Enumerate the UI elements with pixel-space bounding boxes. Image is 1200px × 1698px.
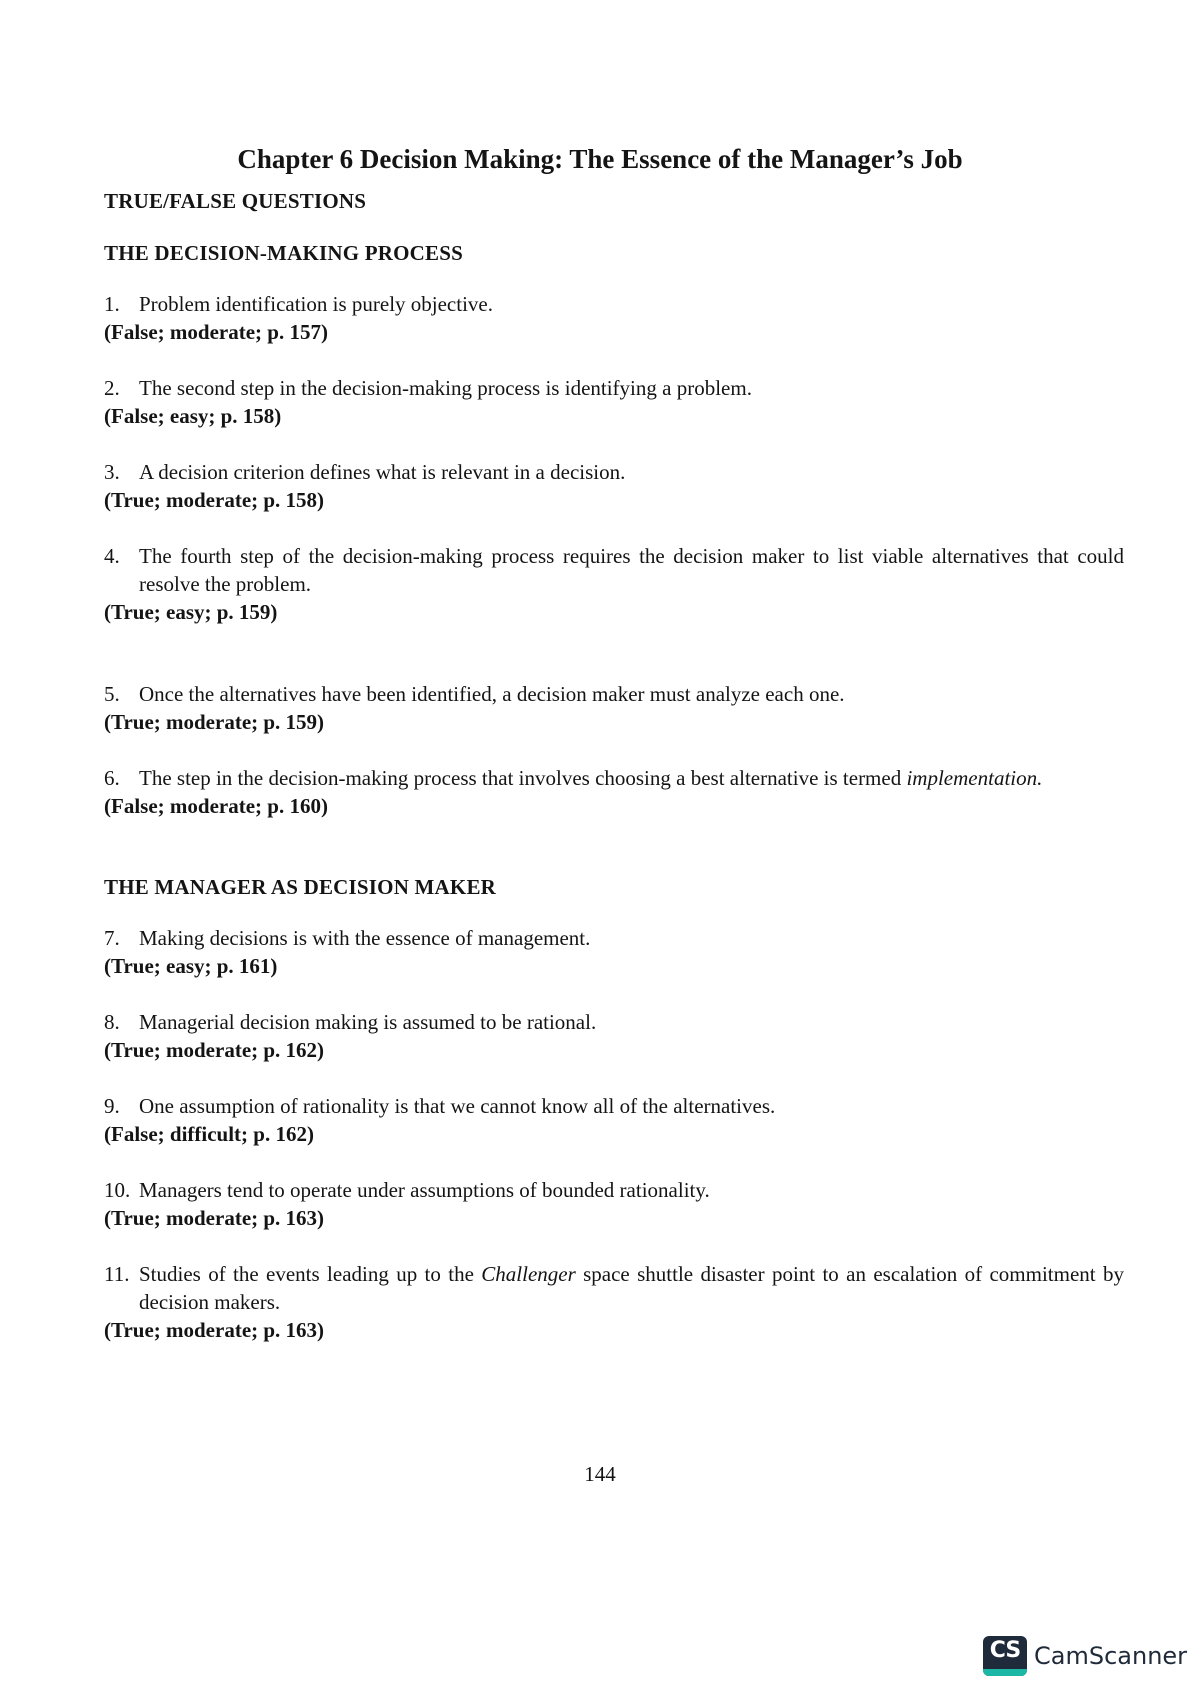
question-answer: (True; moderate; p. 162) [104, 1038, 325, 1062]
italic-term: Challenger [481, 1262, 576, 1286]
question-1 [104, 290, 1124, 346]
question-number: 11. [104, 1262, 130, 1286]
question-10 [104, 1176, 1124, 1232]
question-5 [104, 680, 1124, 736]
question-text: 8. Managerial decision making is assumed to be rational. [104, 1010, 597, 1034]
section-heading-true-false: TRUE/FALSE QUESTIONS [104, 189, 367, 213]
question-7 [104, 924, 1124, 980]
question-number: 2. [104, 376, 120, 400]
question-text: 7. Making decisions is with the essence of management. [104, 926, 591, 950]
question-text: 5. Once the alternatives have been identified, a decision maker must analyze each one. [104, 682, 845, 706]
camscanner-watermark [983, 1636, 1187, 1676]
question-text: 9. One assumption of rationality is that we cannot know all of the alternatives. [104, 1094, 776, 1118]
question-answer: (True; easy; p. 159) [104, 600, 278, 624]
question-text: 6. The step in the decision-making process that involves choosing a best alternative is termed implementation. [104, 766, 1043, 790]
question-text: 10. Managers tend to operate under assumptions of bounded rationality. [104, 1178, 710, 1202]
question-answer: (False; easy; p. 158) [104, 404, 282, 428]
question-9 [104, 1092, 1124, 1148]
question-answer: (True; easy; p. 161) [104, 954, 278, 978]
question-answer: (False; difficult; p. 162) [104, 1122, 314, 1146]
question-number: 3. [104, 460, 120, 484]
question-number: 10. [104, 1178, 131, 1202]
question-number: 6. [104, 766, 120, 790]
question-answer: (False; moderate; p. 160) [104, 794, 328, 818]
question-text: 4. The fourth step of the decision-making process requires the decision maker to list viable alternatives that could resolve the problem. [104, 544, 1124, 596]
camscanner-logo-icon: CS [983, 1636, 1027, 1676]
question-text: 3. A decision criterion defines what is relevant in a decision. [104, 460, 626, 484]
section-heading-manager: THE MANAGER AS DECISION MAKER [104, 875, 497, 899]
question-4 [104, 542, 1124, 626]
question-8 [104, 1008, 1124, 1064]
question-text: 11. Studies of the events leading up to the Challenger space shuttle disaster point to an escalation of commitment by decision makers. [104, 1262, 1124, 1314]
question-answer: (True; moderate; p. 159) [104, 710, 325, 734]
chapter-title: Chapter 6 Decision Making: The Essence of the Manager’s Job [237, 144, 963, 174]
italic-term: implementation. [906, 766, 1043, 790]
section-heading-decision-process: THE DECISION-MAKING PROCESS [104, 241, 463, 265]
question-answer: (True; moderate; p. 163) [104, 1318, 325, 1342]
question-number: 5. [104, 682, 120, 706]
question-text: 1. Problem identification is purely objective. [104, 292, 493, 316]
question-number: 9. [104, 1094, 120, 1118]
question-number: 1. [104, 292, 120, 316]
question-text: 2. The second step in the decision-making process is identifying a problem. [104, 376, 752, 400]
question-number: 4. [104, 544, 120, 568]
page-number: 144 [584, 1462, 616, 1486]
question-answer: (False; moderate; p. 157) [104, 320, 328, 344]
camscanner-name: CamScanner [1034, 1642, 1188, 1670]
question-11 [104, 1260, 1124, 1344]
question-answer: (True; moderate; p. 163) [104, 1206, 325, 1230]
question-answer: (True; moderate; p. 158) [104, 488, 325, 512]
question-2 [104, 374, 1124, 430]
question-6 [104, 764, 1124, 820]
question-3 [104, 458, 1124, 514]
question-number: 8. [104, 1010, 120, 1034]
question-number: 7. [104, 926, 120, 950]
